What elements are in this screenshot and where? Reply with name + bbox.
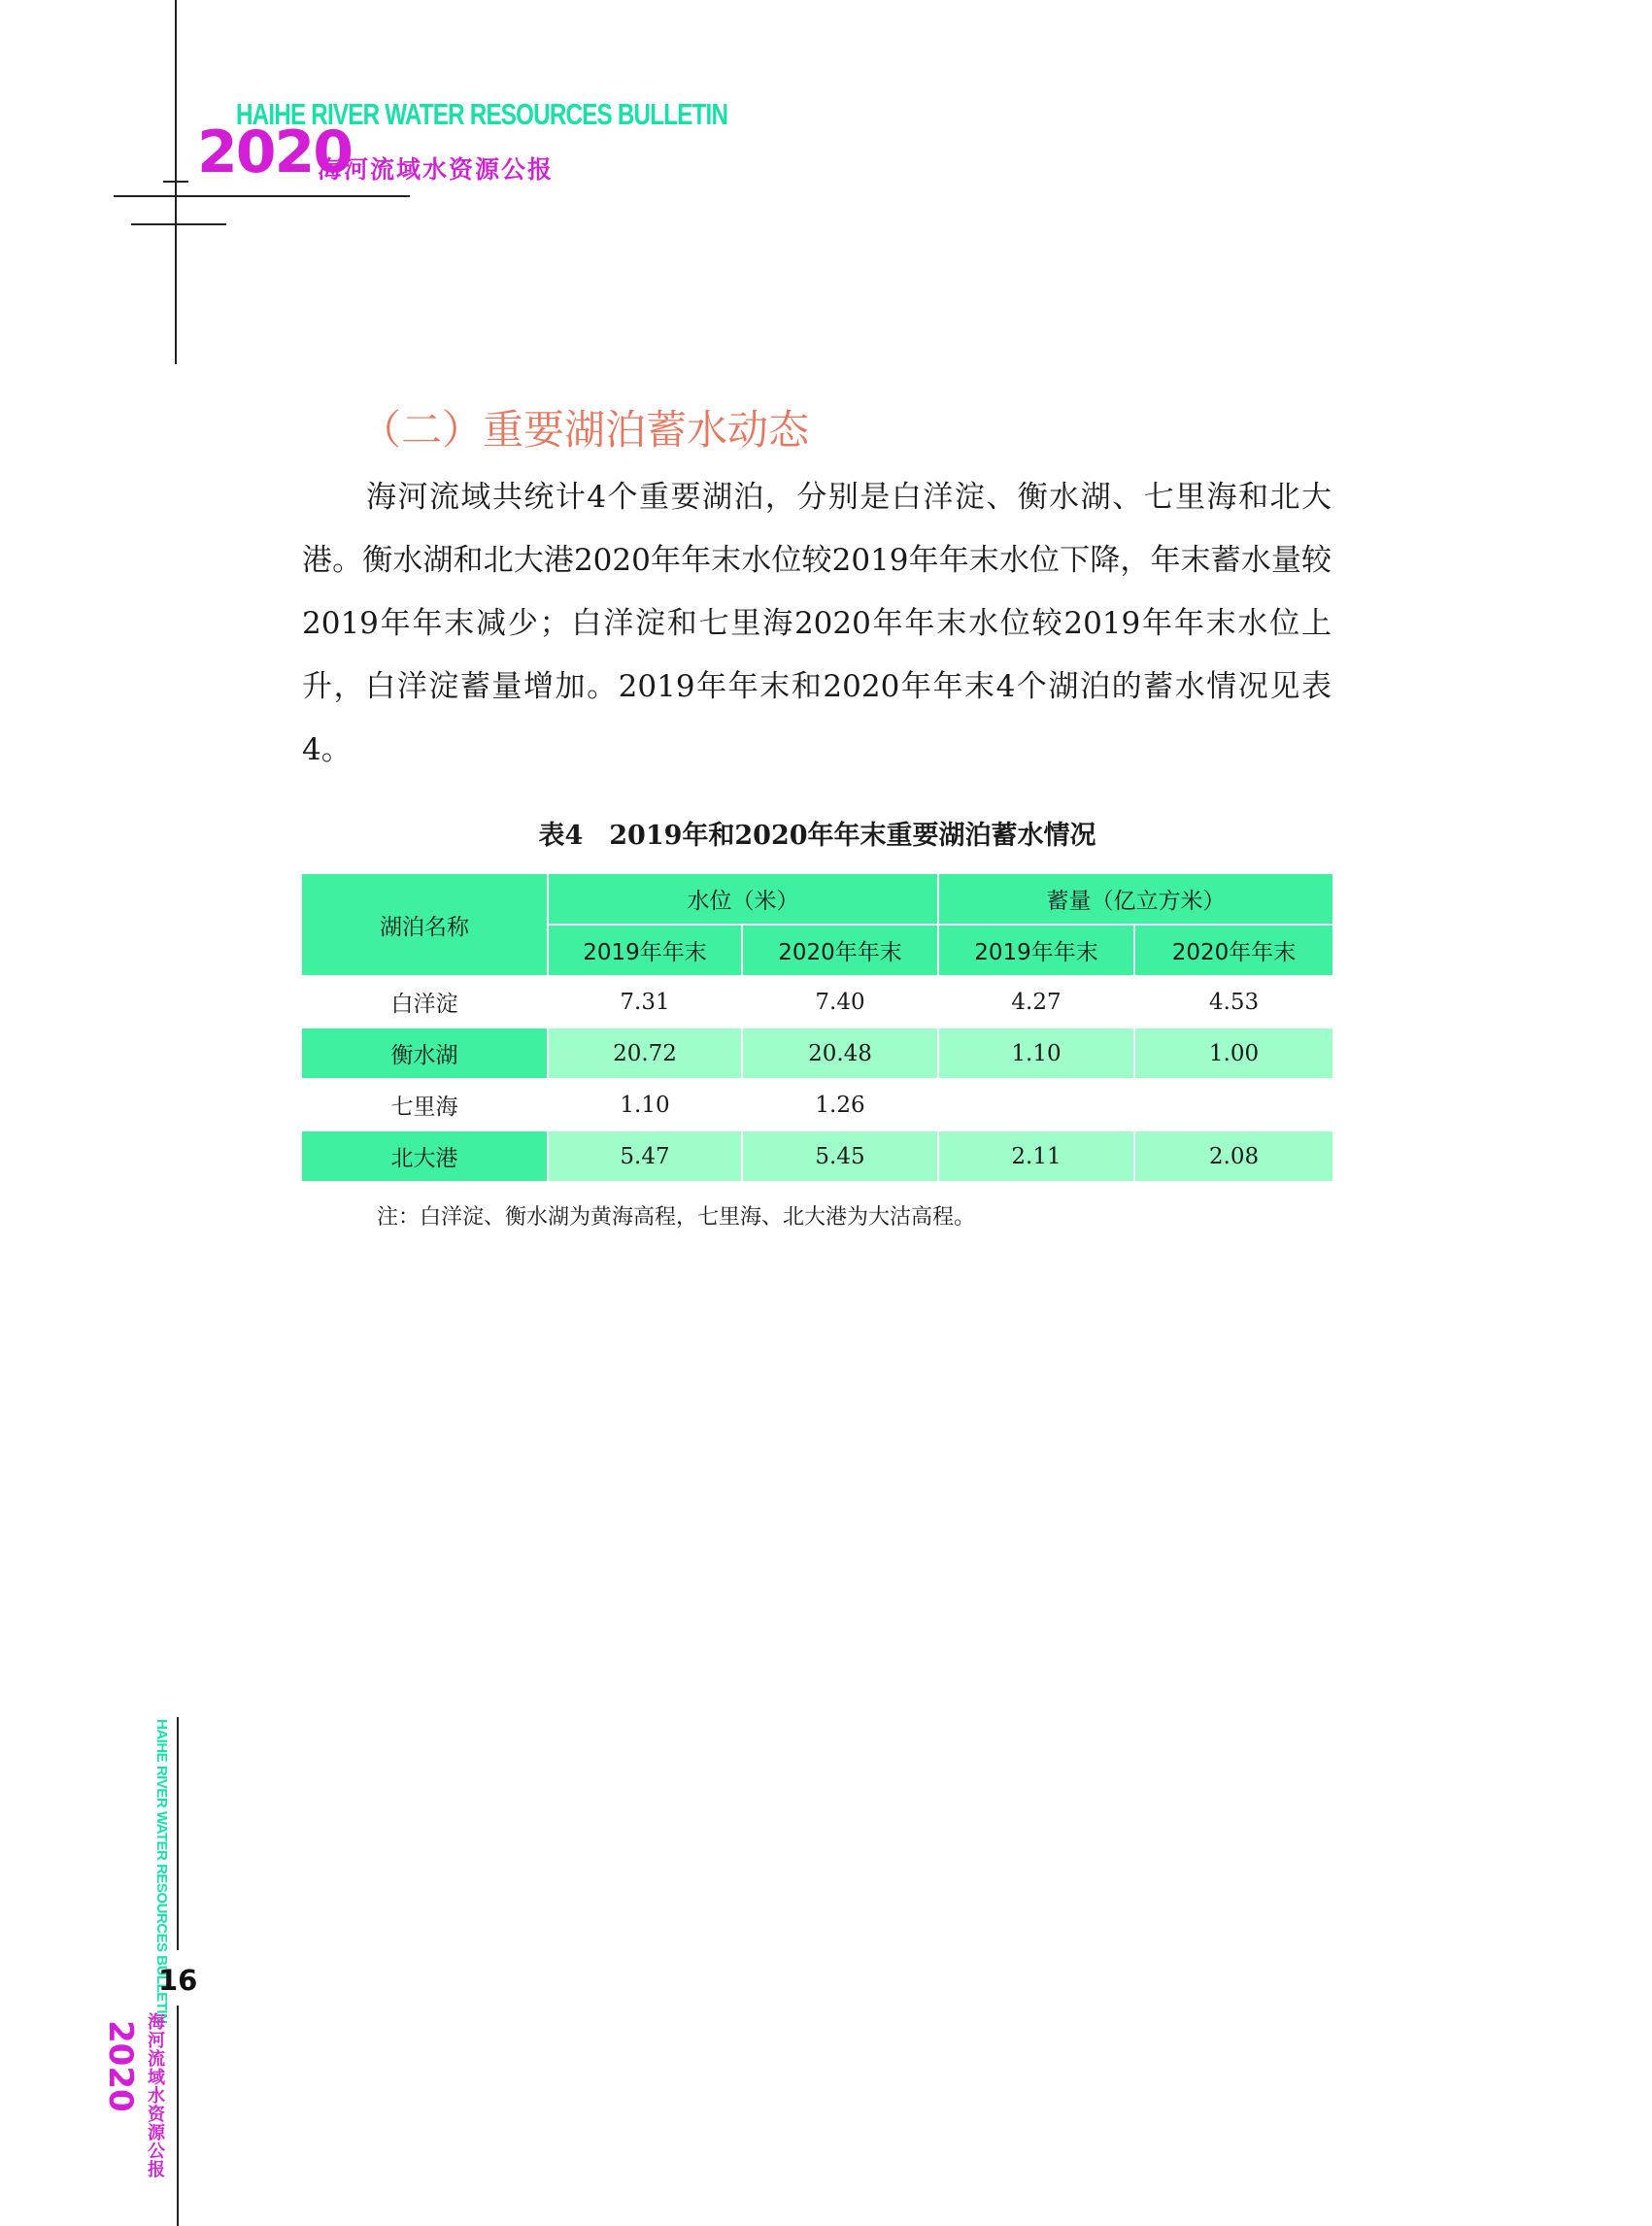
table-row xyxy=(302,1029,1332,1080)
header-chinese-title: 海河流域水资源公报 xyxy=(318,155,555,184)
header-storage-2019: 2019年年末 xyxy=(939,926,1135,977)
header-horizontal-rule-lower xyxy=(131,223,226,225)
header-year: 2020 xyxy=(197,118,352,186)
storage-2019: 2.11 xyxy=(939,1131,1135,1183)
storage-2020 xyxy=(1135,1080,1332,1131)
level-2019: 5.47 xyxy=(549,1131,743,1183)
header-lake-name: 湖泊名称 xyxy=(302,874,549,977)
level-2020: 1.26 xyxy=(743,1080,939,1131)
header-level-2019: 2019年年末 xyxy=(549,926,743,977)
level-2019: 20.72 xyxy=(549,1029,743,1080)
header-water-level: 水位（米） xyxy=(549,874,939,926)
footer-english-title: HAIHE RIVER WATER RESOURCES BULLETIN xyxy=(153,1719,170,2024)
storage-2019 xyxy=(939,1080,1135,1131)
table-row xyxy=(302,977,1332,1029)
lake-name: 衡水湖 xyxy=(302,1029,549,1080)
section-title: （二）重要湖泊蓄水动态 xyxy=(360,406,810,454)
table-row xyxy=(302,1080,1332,1131)
lake-storage-table xyxy=(302,874,1332,1183)
level-2020: 7.40 xyxy=(743,977,939,1029)
body-paragraph: 海河流域共统计4个重要湖泊，分别是白洋淀、衡水湖、七里海和北大港。衡水湖和北大港2020年年末水位较2019年年末水位下降，年末蓄水量较2019年年末减少；白洋淀和七里海2020年年末水位较2019年年末水位上升，白洋淀蓄量增加。2019年年末和2020年年末4个湖泊的蓄水情况见表4。 xyxy=(302,480,1332,767)
header-storage-2020: 2020年年末 xyxy=(1135,926,1332,977)
table-note: 注：白洋淀、衡水湖为黄海高程，七里海、北大港为大沽高程。 xyxy=(377,1205,976,1230)
page-number: 16 xyxy=(158,1964,198,1997)
footer-year: 2020 xyxy=(101,2020,140,2112)
footer-vertical-rule-lower xyxy=(177,2006,179,2226)
level-2020: 20.48 xyxy=(743,1029,939,1080)
header-horizontal-rule-short xyxy=(163,181,188,183)
lake-name: 七里海 xyxy=(302,1080,549,1131)
storage-2020: 1.00 xyxy=(1135,1029,1332,1080)
storage-2020: 2.08 xyxy=(1135,1131,1332,1183)
footer-vertical-rule xyxy=(177,1717,179,1950)
header-level-2020: 2020年年末 xyxy=(743,926,939,977)
storage-2019: 1.10 xyxy=(939,1029,1135,1080)
header-storage: 蓄量（亿立方米） xyxy=(939,874,1332,926)
level-2019: 1.10 xyxy=(549,1080,743,1131)
level-2019: 7.31 xyxy=(549,977,743,1029)
header-english-title: HAIHE RIVER WATER RESOURCES BULLETIN xyxy=(236,97,728,131)
lake-name: 白洋淀 xyxy=(302,977,549,1029)
level-2020: 5.45 xyxy=(743,1131,939,1183)
header-horizontal-rule-long xyxy=(114,195,410,197)
lake-name: 北大港 xyxy=(302,1131,549,1183)
table-row xyxy=(302,1131,1332,1183)
storage-2019: 4.27 xyxy=(939,977,1135,1029)
footer-chinese-title: 海河流域水资源公报 xyxy=(145,2012,165,2178)
storage-2020: 4.53 xyxy=(1135,977,1332,1029)
table-caption: 表4 2019年和2020年年末重要湖泊蓄水情况 xyxy=(538,821,1096,851)
